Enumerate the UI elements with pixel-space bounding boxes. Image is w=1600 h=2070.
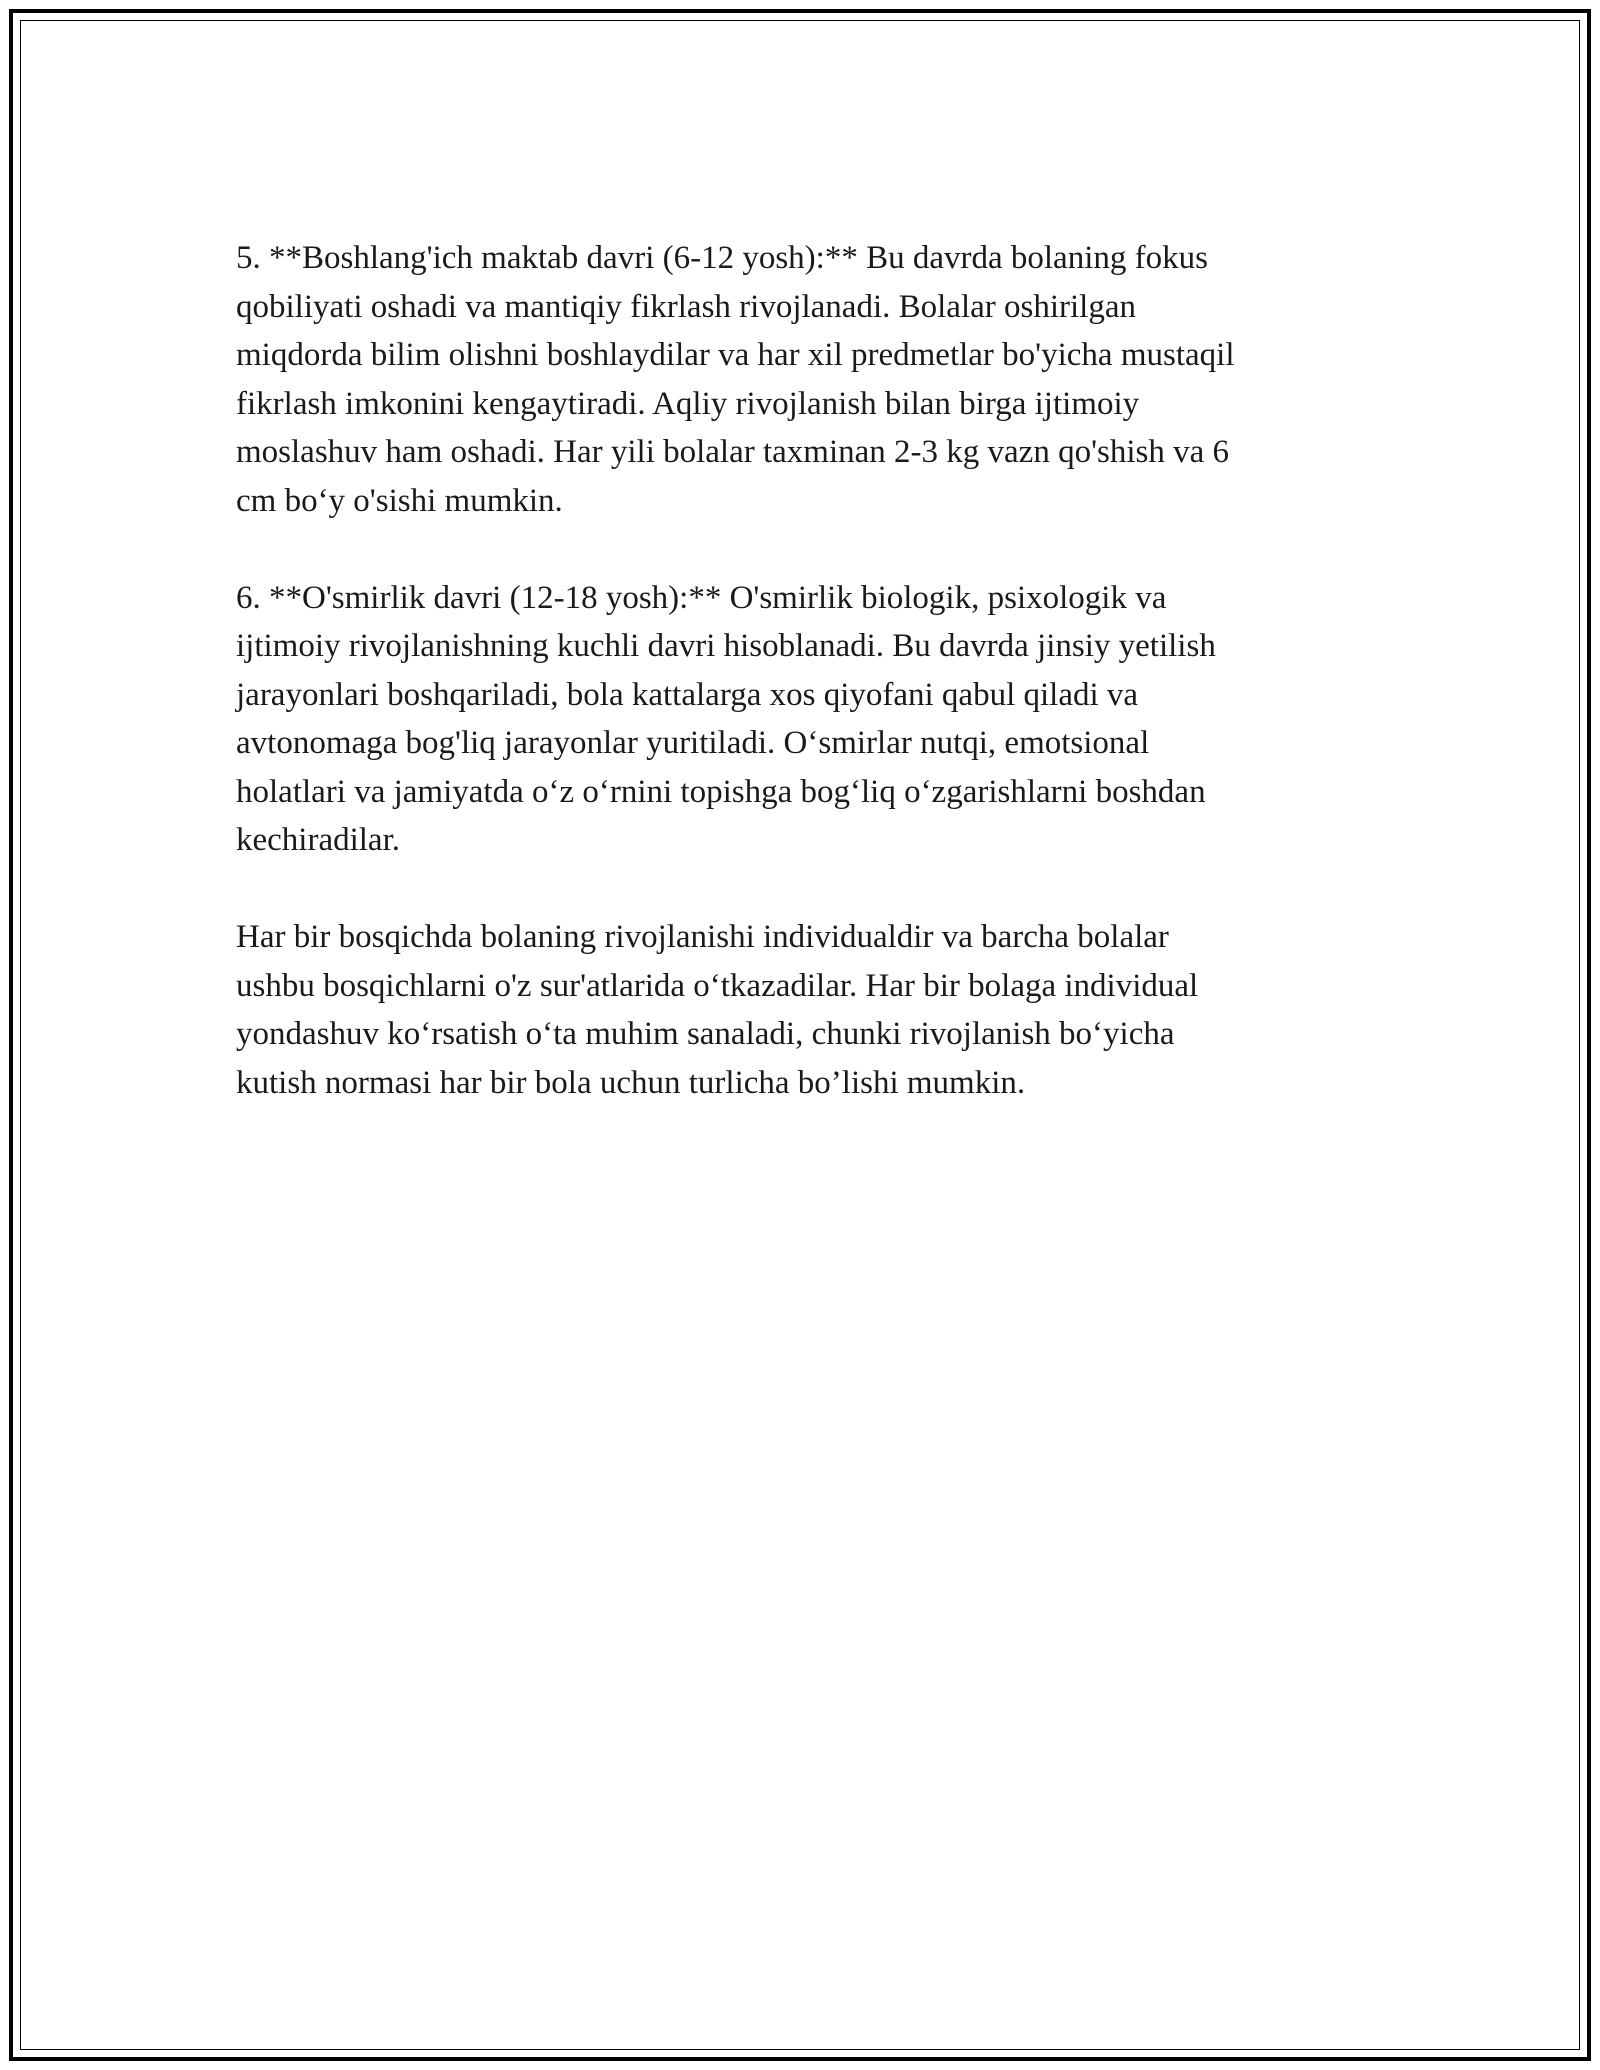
paragraph-school-age: 5. **Boshlang'ich maktab davri (6-12 yosh):** Bu davrda bolaning fokus qobiliyati oshadi va mantiqiy fikrlash rivojlanadi. Bolalar oshirilgan miqdorda bilim olishni boshlaydilar va har xil predmetlar bo'yicha mustaqil fikrlash imkonini kengaytiradi. Aqliy rivojlanish bilan birga ijtimoiy moslashuv ham oshadi. Har yili bolalar taxminan 2-3 kg vazn qo'shish va 6 cm bo‘y o'sishi mumkin. <box>236 240 1235 519</box>
document-body <box>236 234 1356 1156</box>
paragraph-adolescence: 6. **O'smirlik davri (12-18 yosh):** O'smirlik biologik, psixologik va ijtimoiy rivojlanishning kuchli davri hisoblanadi. Bu davrda jinsiy yetilish jarayonlari boshqariladi, bola kattalarga xos qiyofani qabul qiladi va avtonomaga bog'liq jarayonlar yuritiladi. O‘smirlar nutqi, emotsional holatlari va jamiyatda o‘z o‘rnini topishga bog‘liq o‘zgarishlarni boshdan kechiradilar. <box>236 579 1216 858</box>
paragraph-conclusion: Har bir bosqichda bolaning rivojlanishi individualdir va barcha bolalar ushbu bosqichlarni o'z sur'atlarida o‘tkazadilar. Har bir bolaga individual yondashuv ko‘rsatish o‘ta muhim sanaladi, chunki rivojlanish bo‘yicha kutish normasi har bir bola uchun turlicha bo’lishi mumkin. <box>236 919 1199 1101</box>
